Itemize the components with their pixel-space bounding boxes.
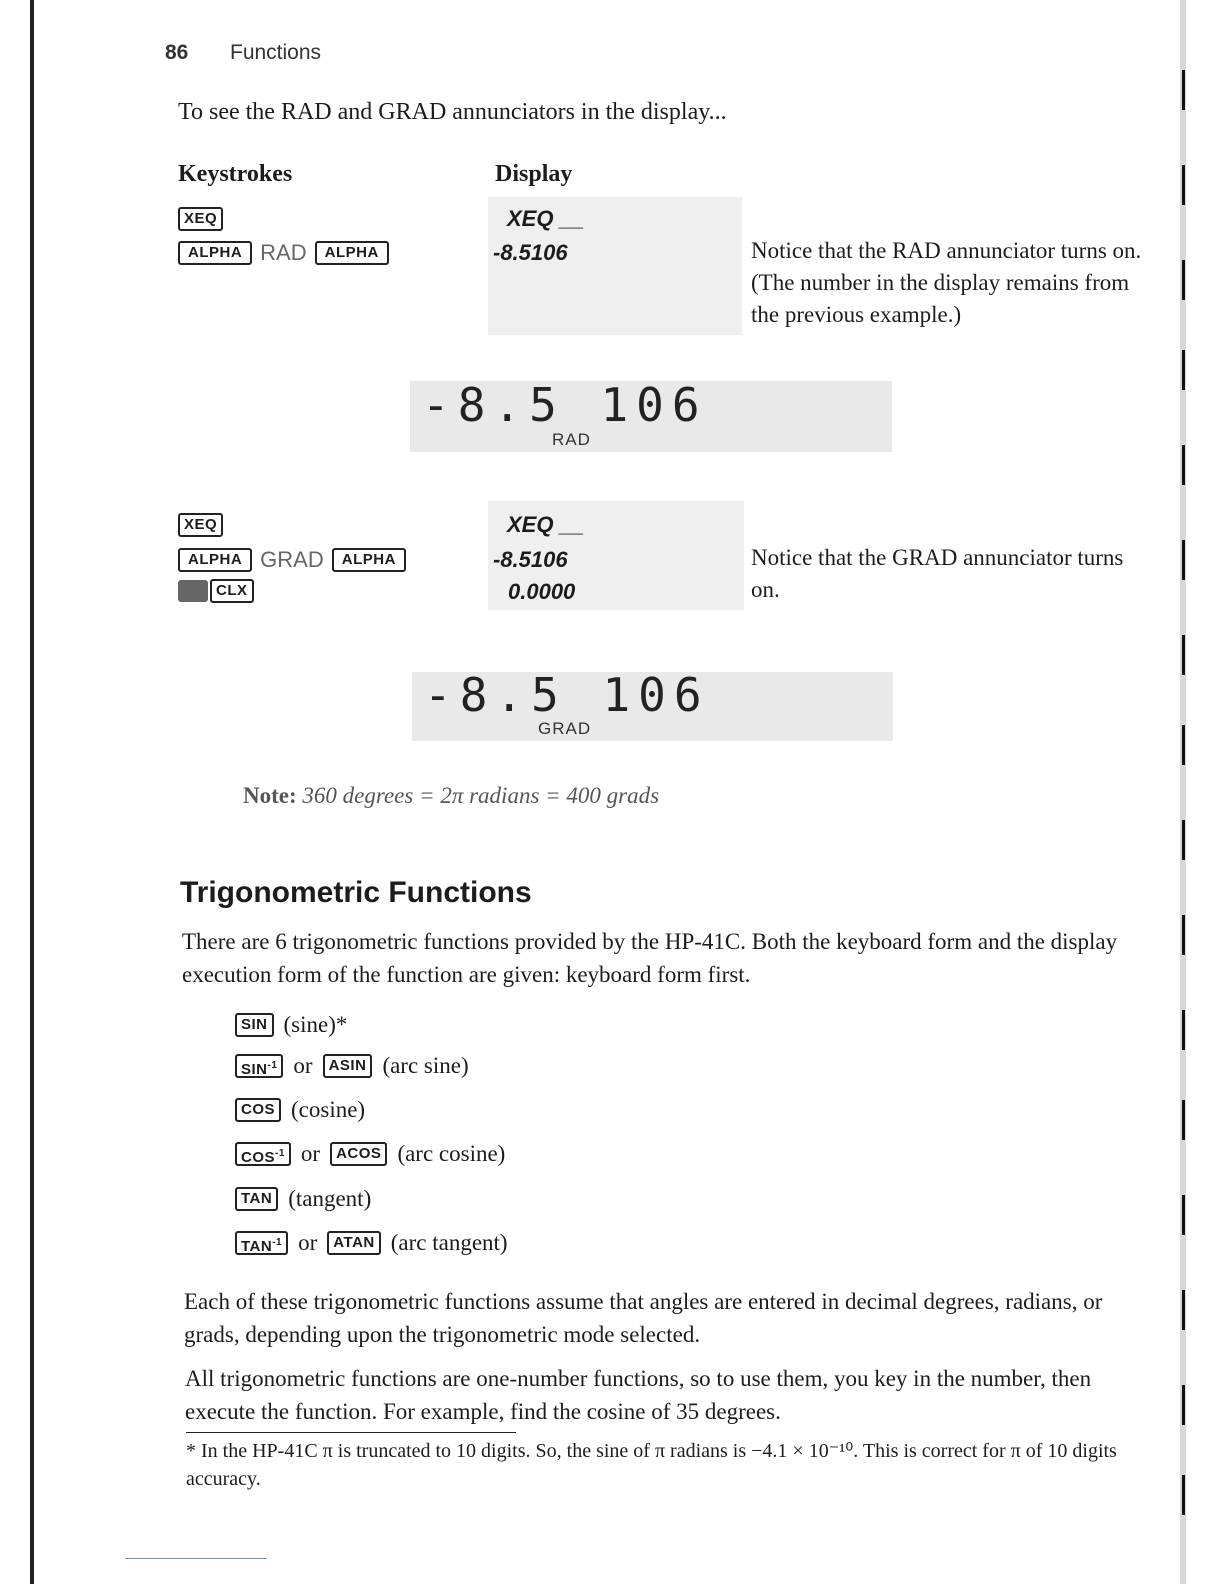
grad-annunciator: GRAD bbox=[538, 719, 592, 738]
trig-row bbox=[235, 1097, 365, 1123]
or-text: or bbox=[293, 1053, 313, 1078]
edge-mark bbox=[1182, 635, 1185, 675]
alpha-key: ALPHA bbox=[315, 241, 389, 265]
display-heading: Display bbox=[495, 161, 573, 187]
asin-key: ASIN bbox=[323, 1054, 373, 1078]
keystroke-row bbox=[178, 579, 254, 603]
typed-text: RAD bbox=[260, 240, 307, 265]
trig-row bbox=[235, 1186, 371, 1212]
alpha-key: ALPHA bbox=[178, 548, 252, 572]
edge-mark bbox=[1182, 165, 1185, 205]
grad-note: Notice that the GRAD annunciator turns on. bbox=[751, 545, 1124, 602]
keystroke-row bbox=[178, 513, 223, 537]
edge-mark bbox=[1182, 1010, 1185, 1050]
display-line: XEQ __ bbox=[507, 512, 585, 537]
lcd-number: -8.5 106 bbox=[424, 668, 710, 722]
edge-mark bbox=[1182, 445, 1185, 485]
trig-row bbox=[235, 1141, 505, 1167]
edge-mark bbox=[1182, 350, 1185, 390]
footnote-rule bbox=[186, 1432, 516, 1433]
key-label: TAN bbox=[241, 1238, 273, 1255]
section-title: Trigonometric Functions bbox=[180, 876, 532, 909]
edge-mark bbox=[1182, 1195, 1185, 1235]
key-label: SIN bbox=[241, 1061, 268, 1078]
tan-inverse-key bbox=[235, 1231, 288, 1255]
lcd-number: -8.5 106 bbox=[422, 378, 708, 432]
keystroke-row bbox=[178, 240, 389, 266]
page-left-border bbox=[30, 0, 34, 1584]
page-right-edge bbox=[1180, 0, 1186, 1584]
trig-desc: (arc cosine) bbox=[397, 1141, 506, 1166]
display-line: XEQ __ bbox=[507, 206, 585, 231]
edge-mark bbox=[1182, 820, 1185, 860]
trig-desc: (cosine) bbox=[291, 1097, 366, 1122]
clx-key: CLX bbox=[210, 579, 254, 603]
atan-key: ATAN bbox=[327, 1231, 380, 1255]
trig-desc: (tangent) bbox=[288, 1186, 372, 1211]
cos-inverse-key bbox=[235, 1142, 291, 1166]
keystroke-row bbox=[178, 547, 406, 573]
display-line: -8.5106 bbox=[493, 240, 568, 265]
trig-desc: (sine)* bbox=[283, 1012, 348, 1037]
inverse-superscript: -1 bbox=[267, 1060, 278, 1071]
alpha-key: ALPHA bbox=[332, 548, 406, 572]
scan-mark bbox=[125, 1558, 267, 1559]
alpha-key: ALPHA bbox=[178, 241, 252, 265]
inverse-superscript: -1 bbox=[275, 1148, 285, 1159]
footnote: * In the HP-41C π is truncated to 10 digits. So, the sine of π radians is −4.1 × 10⁻¹⁰. This is correct for π of 10 digits accuracy. bbox=[186, 1440, 1117, 1490]
rad-annunciator: RAD bbox=[552, 430, 591, 449]
trig-paragraph: All trigonometric functions are one-number functions, so to use them, you key in the number, then execute the function. For example, find the cosine of 35 degrees. bbox=[185, 1366, 1092, 1424]
edge-mark bbox=[1182, 1100, 1185, 1140]
or-text: or bbox=[298, 1230, 318, 1255]
typed-text: GRAD bbox=[260, 547, 324, 572]
inverse-superscript: -1 bbox=[272, 1237, 283, 1248]
trig-row bbox=[235, 1012, 347, 1038]
trig-desc: (arc tangent) bbox=[390, 1230, 508, 1255]
trig-row bbox=[235, 1230, 508, 1256]
shift-key-icon bbox=[178, 580, 208, 602]
edge-mark bbox=[1182, 725, 1185, 765]
display-line: -8.5106 bbox=[493, 547, 568, 572]
page-number: 86 bbox=[165, 41, 189, 64]
edge-mark bbox=[1182, 1475, 1185, 1515]
rad-note: Notice that the RAD annunciator turns on. (The number in the display remains from the previous example.) bbox=[751, 238, 1142, 327]
xeq-key: XEQ bbox=[178, 513, 223, 537]
edge-mark bbox=[1182, 70, 1185, 110]
trig-row bbox=[235, 1053, 469, 1079]
sin-inverse-key bbox=[235, 1054, 283, 1078]
note-text: 360 degrees = 2π radians = 400 grads bbox=[302, 783, 660, 808]
edge-mark bbox=[1182, 260, 1185, 300]
edge-mark bbox=[1182, 915, 1185, 955]
sin-key: SIN bbox=[235, 1013, 274, 1037]
acos-key: ACOS bbox=[330, 1142, 387, 1166]
edge-mark bbox=[1182, 1290, 1185, 1330]
display-line: 0.0000 bbox=[508, 579, 576, 604]
running-header: Functions bbox=[230, 41, 322, 64]
trig-intro: There are 6 trigonometric functions provided by the HP-41C. Both the keyboard form and the display execution form of the function are given: keyboard form first. bbox=[182, 929, 1118, 987]
or-text: or bbox=[300, 1141, 321, 1166]
key-label: COS bbox=[241, 1149, 276, 1166]
tan-key: TAN bbox=[235, 1187, 278, 1211]
keystroke-row bbox=[178, 207, 223, 231]
edge-mark bbox=[1182, 540, 1185, 580]
cos-key: COS bbox=[235, 1098, 281, 1122]
trig-paragraph: Each of these trigonometric functions assume that angles are entered in decimal degrees, radians, or grads, depending upon the trigonometric mode selected. bbox=[184, 1289, 1103, 1347]
note-label: Note: bbox=[243, 783, 297, 808]
intro-text: To see the RAD and GRAD annunciators in the display... bbox=[178, 99, 727, 125]
trig-desc: (arc sine) bbox=[382, 1053, 469, 1078]
edge-mark bbox=[1182, 1385, 1185, 1425]
xeq-key: XEQ bbox=[178, 207, 223, 231]
conversion-note bbox=[243, 783, 659, 809]
keystrokes-heading: Keystrokes bbox=[178, 161, 293, 187]
